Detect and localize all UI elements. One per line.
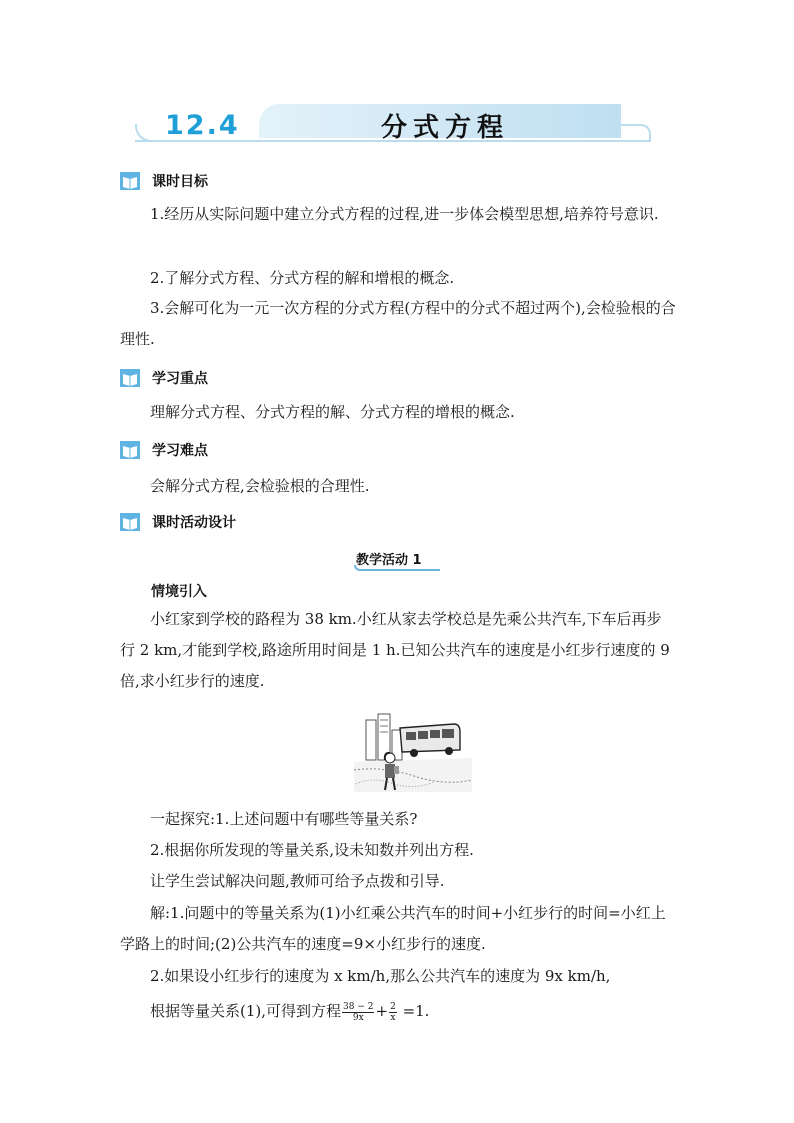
solution-part-2: 2.如果设小红步行的速度为 x km/h,那么公共汽车的速度为 9x km/h, bbox=[150, 967, 611, 985]
section-number: 12.4 bbox=[165, 110, 240, 141]
section-heading-goals bbox=[120, 170, 208, 192]
activity-title: 教学活动 1 bbox=[356, 553, 422, 568]
book-icon bbox=[120, 513, 140, 531]
book-icon bbox=[120, 441, 140, 459]
fraction-2 bbox=[389, 1002, 397, 1023]
equation-prefix: 根据等量关系(1),可得到方程 bbox=[150, 1002, 342, 1020]
section-label: 课时活动设计 bbox=[152, 515, 236, 531]
section-heading-key-points bbox=[120, 367, 208, 389]
problem-text: 小红家到学校的路程为 38 km.小红从家去学校总是先乘公共汽车,下车后再步行 2 km,才能到学校,路途所用时间是 1 h.已知公共汽车的速度是小红步行速度的 9 倍,求小红步行的速度. bbox=[120, 610, 670, 690]
activity-title-underline bbox=[354, 565, 440, 571]
goal-item-2: 2.了解分式方程、分式方程的解和增根的概念. bbox=[150, 269, 455, 287]
bus-stop-illustration bbox=[354, 710, 472, 792]
section-heading-activity-design bbox=[120, 511, 236, 533]
subheading-scenario: 情境引入 bbox=[151, 584, 207, 600]
section-label: 学习重点 bbox=[152, 371, 208, 387]
section-label: 学习难点 bbox=[152, 443, 208, 459]
fraction-1-denominator: 9x bbox=[352, 1012, 364, 1023]
goal-item-1: 1.经历从实际问题中建立分式方程的过程,进一步体会模型思想,培养符号意识. bbox=[150, 205, 659, 223]
chapter-header bbox=[135, 104, 655, 154]
fraction-1-numerator: 38 − 2 bbox=[343, 1001, 374, 1012]
solution-part-1: 解:1.问题中的等量关系为(1)小红乘公共汽车的时间+小红步行的时间=小红上学路上的时间;(2)公共汽车的速度=9×小红步行的速度. bbox=[120, 904, 666, 953]
book-icon bbox=[120, 369, 140, 387]
equation-suffix: =1. bbox=[397, 1002, 430, 1020]
fraction-2-denominator: x bbox=[390, 1012, 396, 1023]
explore-question-1: 一起探究:1.上述问题中有哪些等量关系? bbox=[150, 810, 418, 828]
teacher-guide: 让学生尝试解决问题,教师可给予点拨和引导. bbox=[150, 872, 445, 890]
header-right-decoration bbox=[621, 124, 651, 142]
section-title: 分式方程 bbox=[381, 113, 510, 143]
equation-line bbox=[120, 996, 676, 1027]
fraction-2-numerator: 2 bbox=[390, 1001, 396, 1012]
difficulties-text: 会解分式方程,会检验根的合理性. bbox=[150, 477, 370, 495]
section-label: 课时目标 bbox=[152, 174, 208, 190]
goal-item-3: 3.会解可化为一元一次方程的分式方程(方程中的分式不超过两个),会检验根的合理性. bbox=[120, 299, 676, 348]
book-icon bbox=[120, 172, 140, 190]
key-points-text: 理解分式方程、分式方程的解、分式方程的增根的概念. bbox=[150, 403, 515, 421]
section-heading-difficulties bbox=[120, 439, 208, 461]
explore-question-2: 2.根据你所发现的等量关系,设未知数并列出方程. bbox=[150, 841, 474, 859]
fraction-1 bbox=[342, 1002, 374, 1023]
plus-sign: + bbox=[375, 1002, 389, 1020]
